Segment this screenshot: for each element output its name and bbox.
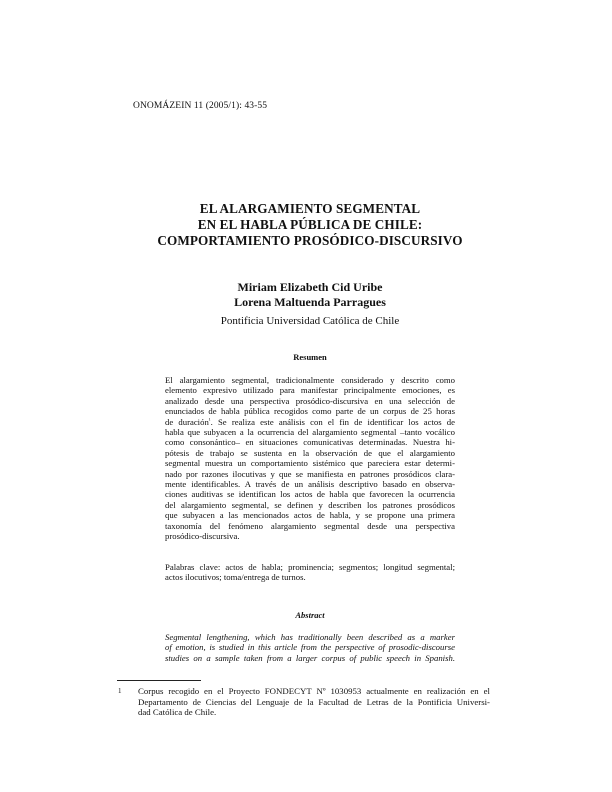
abstract-line: Segmental lengthening, which has traditionally been described as a marker [165,632,455,642]
resumen-heading: Resumen [293,352,327,362]
keywords [165,562,455,583]
title-line: EL ALARGAMIENTO SEGMENTAL [199,201,421,216]
affiliation: Pontificia Universidad Católica de Chile [220,315,400,327]
footnote-line: Corpus recogido en el Proyecto FONDECYT Nº 1030953 actualmente en realización en el [138,686,490,696]
resumen-body [165,375,455,542]
footnote-line: dad Católica de Chile. [138,707,217,718]
title-line: COMPORTAMIENTO PROSÓDICO-DISCURSIVO [157,233,463,248]
resumen-line: mente identificables. A través de un análisis descriptivo basado en observa- [165,479,455,490]
running-head: ONOMÁZEIN 11 (2005/1): 43-55 [133,101,268,111]
abstract-body [165,632,455,663]
resumen-line: que subyacen a las mencionados actos de habla, y se propone una primera [165,510,455,521]
resumen-line: nado por razones ilocutivas y que se manifiesta en patrones prosódicos clara- [165,468,455,479]
resumen-line: enunciados de habla pública recogidos como parte de un corpus de 25 horas [165,406,455,417]
author-name: Lorena Maltuenda Parragues [234,295,386,309]
resumen-line: segmental muestra un comportamiento sistémico que pareciera estar determi- [165,458,455,469]
resumen-line: del alargamiento segmental, se definen y describen los patrones prosódicos [165,499,455,510]
footnote-ref[interactable]: ¹ [208,417,211,424]
abstract-heading: Abstract [295,610,325,620]
abstract-line: of emotion, is studied in this article from the perspective of prosodic-discourse [165,642,455,653]
author-list [133,280,487,310]
resumen-line: prosódico-discursiva. [165,531,240,542]
footnote-divider [117,680,201,681]
resumen-line: ciones auditivas se identifican los actos de habla que favorecen la ocurrencia [165,489,455,500]
keywords-line: Palabras clave: actos de habla; prominencia; segmentos; longitud segmental; [165,562,455,572]
resumen-line-with-note [165,417,455,427]
resumen-line: analizado desde una perspectiva prosódico-discursiva en una selección de [165,395,455,406]
keywords-line: actos ilocutivos; toma/entrega de turnos. [165,572,306,583]
resumen-line: El alargamiento segmental, tradicionalmente considerado y descrito como [165,375,455,385]
resumen-text: . Se realiza este análisis con el fin de identificar los actos de [210,416,456,427]
abstract-line: studies on a sample taken from a larger corpus of public speech in Spanish. [165,652,455,663]
title-line: EN EL HABLA PÚBLICA DE CHILE: [197,217,423,232]
resumen-line: pótesis de trabajo se sustenta en la observación de que el alargamiento [165,447,455,458]
resumen-line: como consonántico– en situaciones comunicativas determinadas. Nuestra hi- [165,437,455,448]
article-title [133,201,487,249]
resumen-line: elemento expresivo utilizado para manifestar principalmente emociones, es [165,385,455,396]
resumen-line: habla que subyacen a la ocurrencia del alargamiento segmental –tanto vocálico [165,427,455,438]
resumen-line: taxonomía del fenómeno alargamiento segmental desde una perspectiva [165,520,455,531]
footnote-number: 1 [118,687,122,695]
footnote [138,686,490,718]
footnote-line: Departamento de Ciencias del Lenguaje de la Facultad de Letras de la Pontificia Universi- [138,696,490,707]
resumen-text: de duración [165,416,209,427]
author-name: Miriam Elizabeth Cid Uribe [237,280,383,294]
